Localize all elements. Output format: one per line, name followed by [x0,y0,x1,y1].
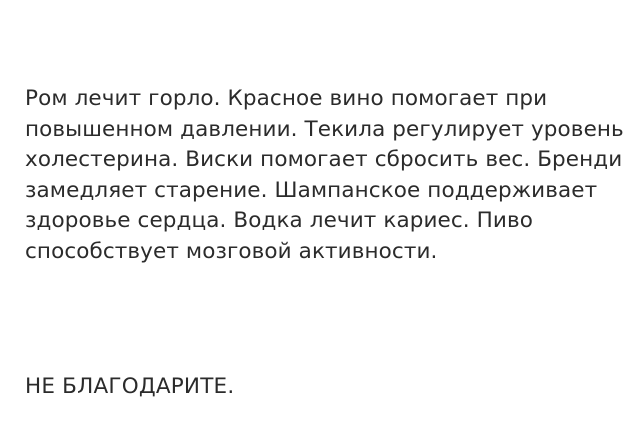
text-block [25,84,631,267]
closing-line: НЕ БЛАГОДАРИТЕ. [25,374,235,399]
body-paragraph: Ром лечит горло. Красное вино помогает при повышенном давлении. Текила регулирует уровень холестерина. Виски помогает сбросить вес. Бренди замедляет старение. Шампанское поддерживает здоровье сердца. Водка лечит кариес. Пиво способствует мозговой активности. [25,86,631,264]
